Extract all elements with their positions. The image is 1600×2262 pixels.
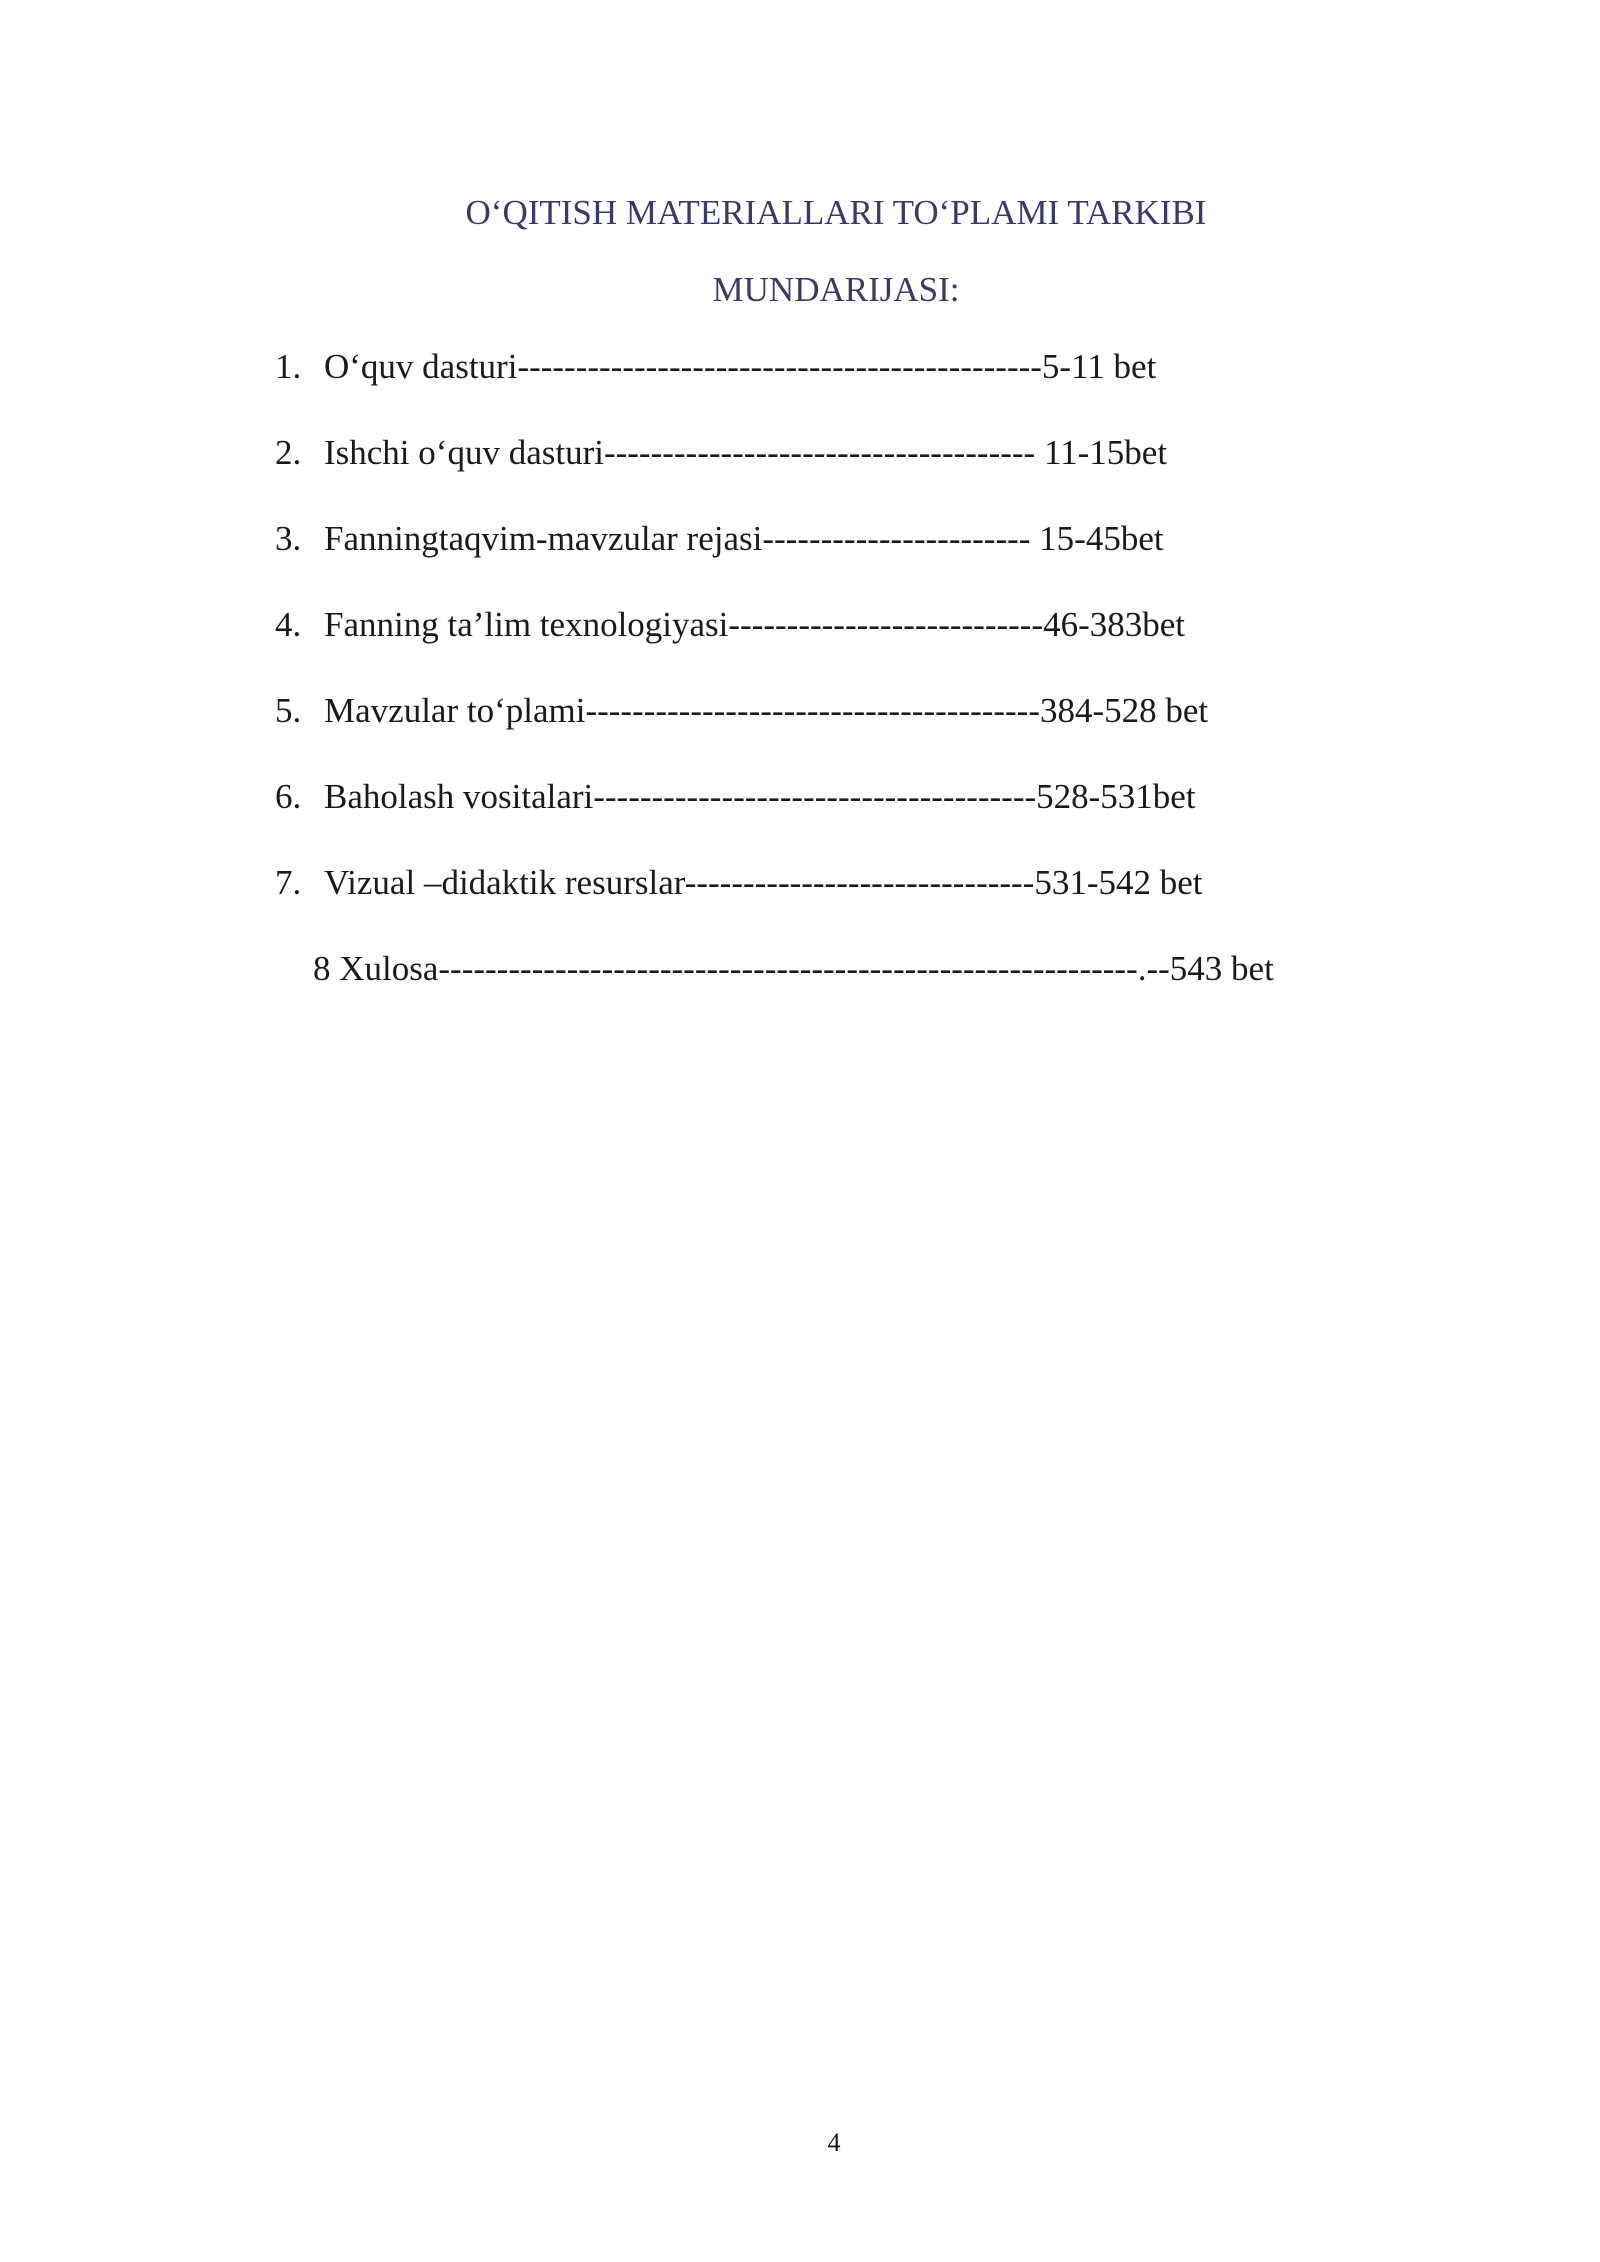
document-title: O‘QITISH MATERIALLARI TO‘PLAMI TARKIBI — [465, 193, 1207, 232]
toc-item-number: 7. — [275, 863, 302, 902]
toc-item-number: 6. — [275, 777, 302, 816]
toc-item-text: Mavzular to‘plami---------------------------------------384-528 bet — [324, 691, 1209, 730]
toc-item-text: Fanning ta’lim texnologiyasi---------------------------46-383bet — [324, 605, 1186, 644]
toc-item-text: Baholash vositalari--------------------------------------528-531bet — [324, 777, 1196, 816]
document-subtitle: MUNDARIJASI: — [712, 270, 960, 309]
toc-item-number: 3. — [275, 519, 302, 558]
toc-item-number: 5. — [275, 691, 302, 730]
toc-item-text: O‘quv dasturi---------------------------------------------5-11 bet — [324, 347, 1157, 386]
toc-item-number: 1. — [275, 347, 302, 386]
toc-item-text: 8 Xulosa------------------------------------------------------------.--543 bet — [313, 949, 1274, 988]
page-number: 4 — [827, 2128, 841, 2157]
toc-item-text: Vizual –didaktik resurslar------------------------------531-542 bet — [324, 863, 1203, 902]
toc-item-text: Fanningtaqvim-mavzular rejasi----------------------- 15-45bet — [324, 519, 1164, 558]
toc-item-number: 4. — [275, 605, 302, 644]
toc-item-text: Ishchi o‘quv dasturi------------------------------------- 11-15bet — [324, 433, 1168, 472]
toc-item-number: 2. — [275, 433, 302, 472]
